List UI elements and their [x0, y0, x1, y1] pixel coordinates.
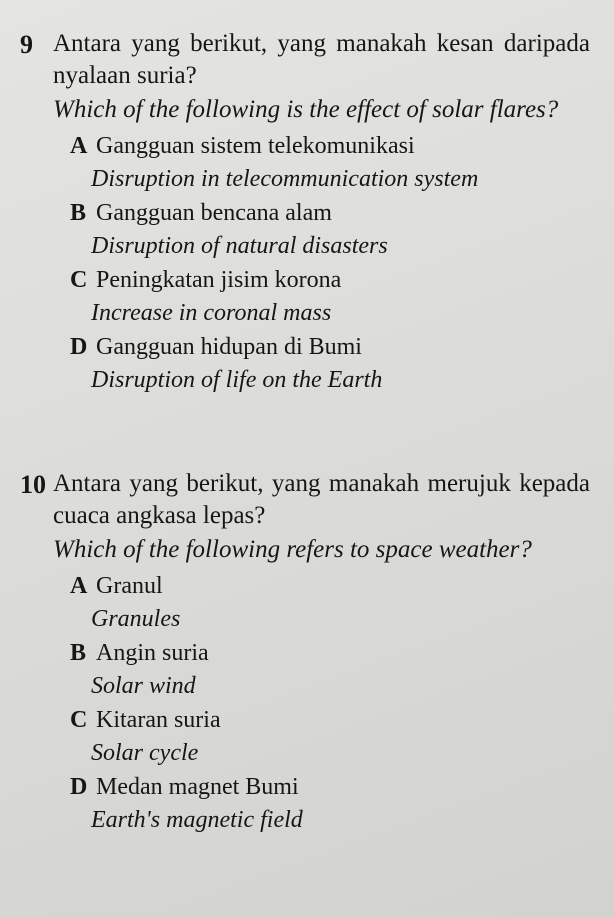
question-9 — [20, 28, 590, 397]
option-text-malay: Gangguan hidupan di Bumi — [96, 334, 362, 360]
option-text-english: Disruption in telecommunication system — [91, 166, 479, 192]
option-text-english: Increase in coronal mass — [91, 300, 332, 326]
option-d — [70, 771, 590, 837]
option-a — [70, 570, 590, 636]
question-stem-english: Which of the following refers to space weather? — [53, 536, 532, 563]
option-letter: A — [70, 573, 88, 599]
option-letter: C — [70, 707, 88, 733]
option-letter: D — [70, 774, 88, 800]
option-text-malay: Granul — [96, 573, 163, 599]
question-stem-malay: Antara yang berikut, yang manakah merujuk kepada cuaca angkasa lepas? — [53, 470, 590, 529]
option-letter: A — [70, 133, 88, 159]
option-c — [70, 264, 590, 330]
option-text-malay: Angin suria — [96, 640, 209, 666]
option-text-english: Disruption of natural disasters — [91, 233, 388, 259]
option-c — [70, 704, 590, 770]
question-stem-malay: Antara yang berikut, yang manakah kesan daripada nyalaan suria? — [53, 30, 590, 89]
option-text-english: Granules — [91, 606, 181, 632]
option-a — [70, 130, 590, 196]
option-b — [70, 637, 590, 703]
question-stem-english: Which of the following is the effect of solar flares? — [53, 96, 559, 123]
option-text-malay: Gangguan sistem telekomunikasi — [96, 133, 415, 159]
question-number: 10 — [20, 470, 46, 499]
option-text-english: Solar cycle — [91, 740, 199, 766]
option-letter: B — [70, 640, 87, 666]
option-text-malay: Kitaran suria — [96, 707, 221, 733]
option-letter: C — [70, 267, 88, 293]
option-b — [70, 197, 590, 263]
option-text-malay: Gangguan bencana alam — [96, 200, 332, 226]
option-letter: D — [70, 334, 88, 360]
option-text-english: Disruption of life on the Earth — [91, 367, 383, 393]
question-10 — [20, 468, 590, 837]
option-text-malay: Peningkatan jisim korona — [96, 267, 342, 293]
option-letter: B — [70, 200, 87, 226]
option-text-english: Earth's magnetic field — [91, 807, 303, 833]
question-number: 9 — [20, 30, 33, 59]
option-text-english: Solar wind — [91, 673, 196, 699]
option-text-malay: Medan magnet Bumi — [96, 774, 299, 800]
option-d — [70, 331, 590, 397]
